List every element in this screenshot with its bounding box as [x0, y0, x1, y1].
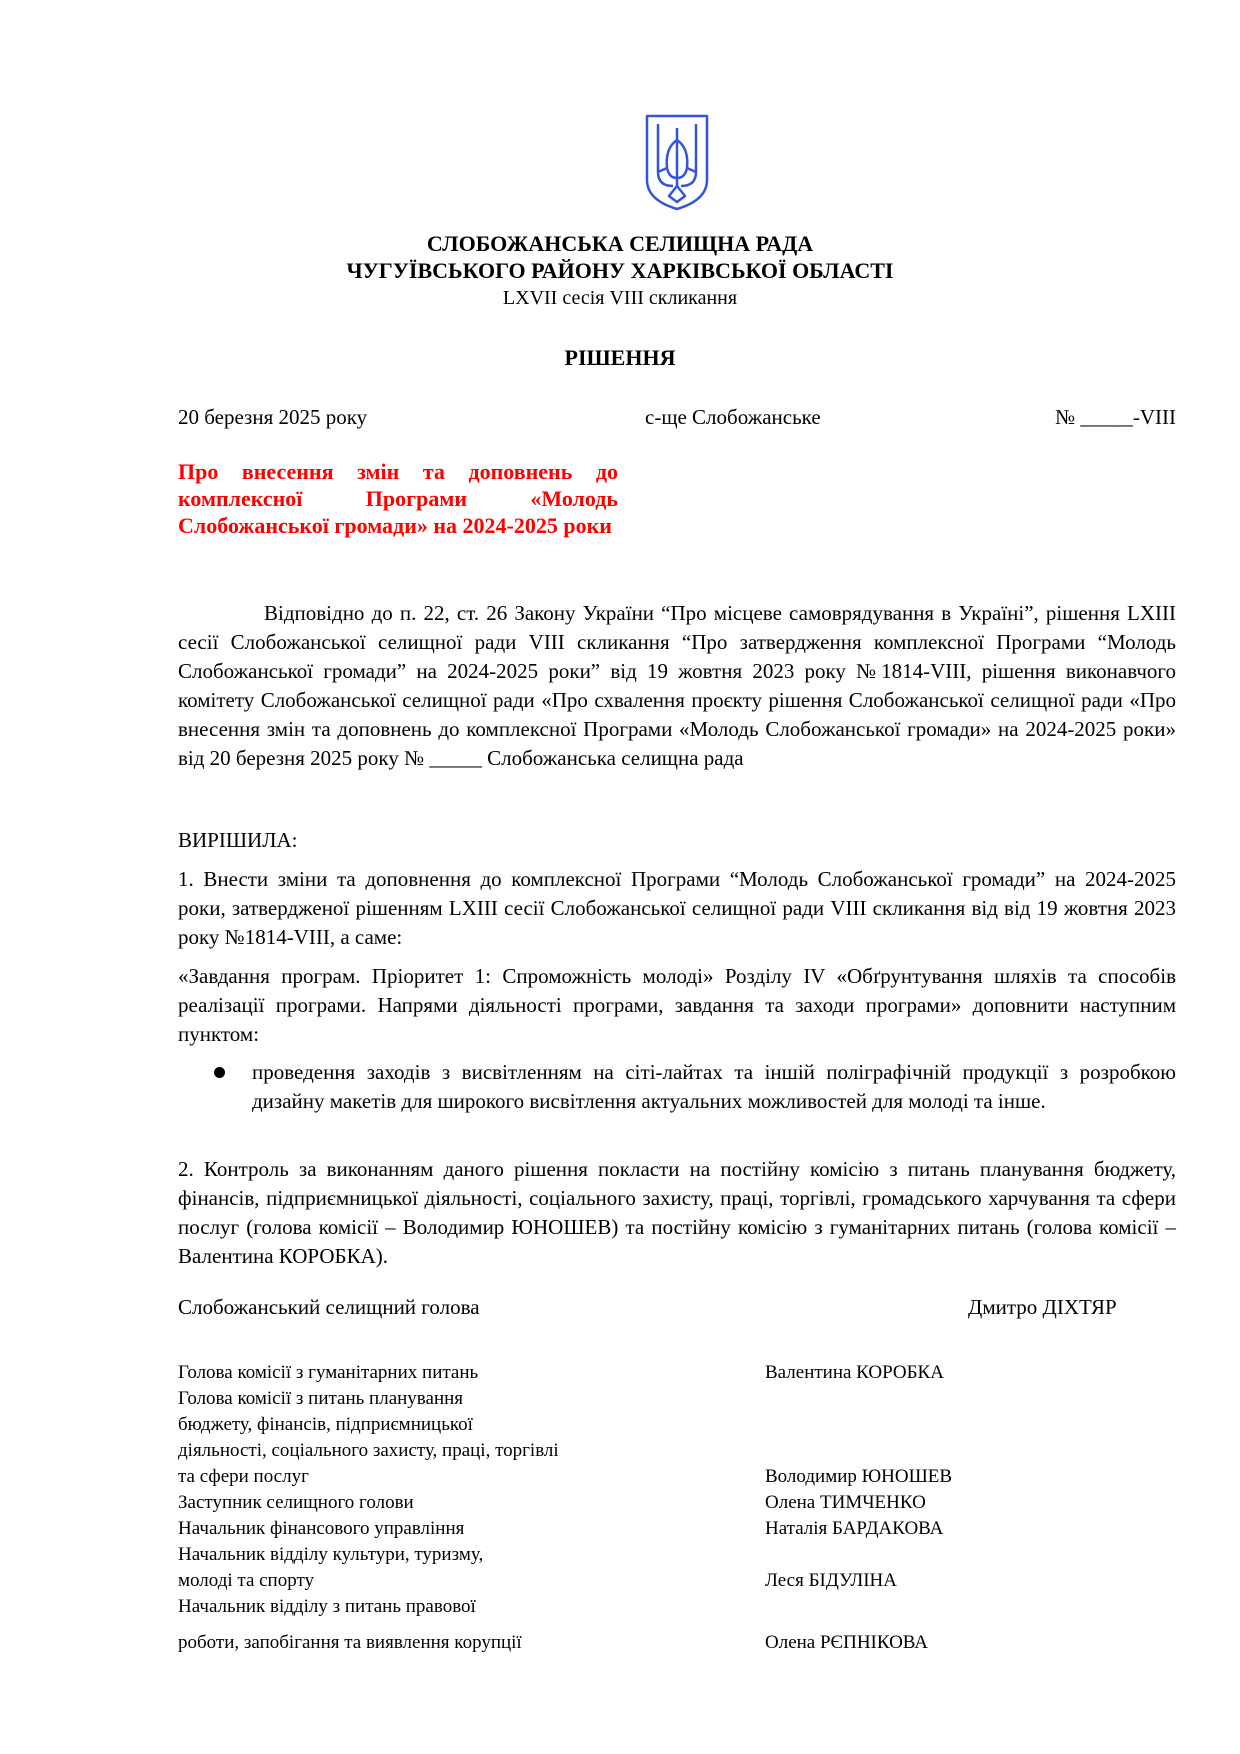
approval-culture-position-1: Начальник відділу культури, туризму,: [178, 1544, 484, 1565]
decision-date: 20 березня 2025 року: [178, 405, 368, 429]
head-position: Слобожанський селищний голова: [178, 1295, 480, 1319]
date-line: [178, 405, 1176, 433]
approval-budget-position-1: Голова комісії з питань планування: [178, 1388, 464, 1409]
district-name: ЧУГУЇВСЬКОГО РАЙОНУ ХАРКІВСЬКОЇ ОБЛАСТІ: [346, 258, 894, 283]
approval-budget-name: Володимир ЮНОШЕВ: [765, 1466, 953, 1487]
decision-number: № _____-VIII: [1055, 405, 1176, 429]
approval-culture-name: Леся БІДУЛІНА: [765, 1570, 897, 1591]
item-1-detail: «Завдання програм. Пріоритет 1: Спроможність молоді» Розділу IV «Обґрунтування шляхів та способів реалізації програми. Напрями діяльності програми, завдання та заходи програми» доповнити наступним пунктом:: [178, 964, 1176, 1046]
approval-deputy-name: Олена ТИМЧЕНКО: [765, 1492, 926, 1513]
approval-legal-position-2: роботи, запобігання та виявлення корупції: [178, 1632, 522, 1653]
approval-legal-position-1: Начальник відділу з питань правової: [178, 1596, 476, 1617]
session-line: LXVII сесія VIII скликання: [502, 287, 738, 309]
council-name: СЛОБОЖАНСЬКА СЕЛИЩНА РАДА: [426, 231, 814, 256]
approval-budget-position-2: бюджету, фінансів, підприємницької: [178, 1414, 473, 1435]
decision-subject: Про внесення змін та доповнень до комплексної Програми «Молодь Слобожанської громади» на 2024-2025 роки: [178, 459, 618, 538]
approval-culture-position-2: молоді та спорту: [178, 1570, 315, 1591]
document-type: РІШЕННЯ: [564, 345, 676, 370]
approval-finance-name: Наталія БАРДАКОВА: [765, 1518, 944, 1539]
approval-deputy-position: Заступник селищного голови: [178, 1492, 414, 1513]
approval-budget-position-4: та сфери послуг: [178, 1466, 309, 1487]
decided-label: ВИРІШИЛА:: [178, 828, 298, 852]
trident-coat-of-arms-icon: [643, 112, 711, 212]
approval-finance-position: Начальник фінансового управління: [178, 1518, 465, 1539]
approval-humanitarian-name: Валентина КОРОБКА: [765, 1362, 944, 1383]
approval-budget-position-3: діяльності, соціального захисту, праці, торгівлі: [178, 1440, 559, 1461]
decision-place: с-ще Слобожанське: [645, 405, 821, 429]
bullet-dot-icon: [214, 1067, 225, 1078]
preamble: [178, 599, 1176, 773]
item-1: 1. Внести зміни та доповнення до комплексної Програми “Молодь Слобожанської громади” на 2024-2025 роки, затвердженої рішенням LXIII сесії Слобожанської селищної ради VIII скликання від від 19 жовтня 2023 року №1814-VIII, а саме:: [178, 867, 1176, 949]
approval-legal-name: Олена РЄПНІКОВА: [765, 1632, 928, 1653]
preamble-text: Відповідно до п. 22, ст. 26 Закону України “Про місцеве самоврядування в Україні”, рішення LXIII сесії Слобожанської селищної ради VIII скликання “Про затвердження комплексної Програми “Молодь Слобожанської громади” на 2024-2025 роки” від 19 жовтня 2023 року №1814-VIII, рішення виконавчого комітету Слобожанської селищної ради «Про схвалення проєкту рішення Слобожанської селищної ради «Про внесення змін та доповнень до комплексної Програми «Молодь Слобожанської громади» на 2024-2025 роки» від 20 березня 2025 року № _____ Слобожанська селищна рада: [178, 601, 1176, 770]
head-name: Дмитро ДІХТЯР: [968, 1295, 1117, 1319]
bullet-text: проведення заходів з висвітленням на сіті-лайтах та іншій поліграфічній продукції з розробкою дизайну макетів для широкого висвітлення актуальних можливостей для молоді та інше.: [252, 1060, 1176, 1113]
approval-humanitarian-position: Голова комісії з гуманітарних питань: [178, 1362, 479, 1383]
item-2: 2. Контроль за виконанням даного рішення покласти на постійну комісію з питань планування бюджету, фінансів, підприємницької діяльності, соціального захисту, праці, торгівлі, громадського харчування та сфери послуг (голова комісії – Володимир ЮНОШЕВ) та постійну комісію з гуманітарних питань (голова комісії – Валентина КОРОБКА).: [178, 1157, 1176, 1268]
